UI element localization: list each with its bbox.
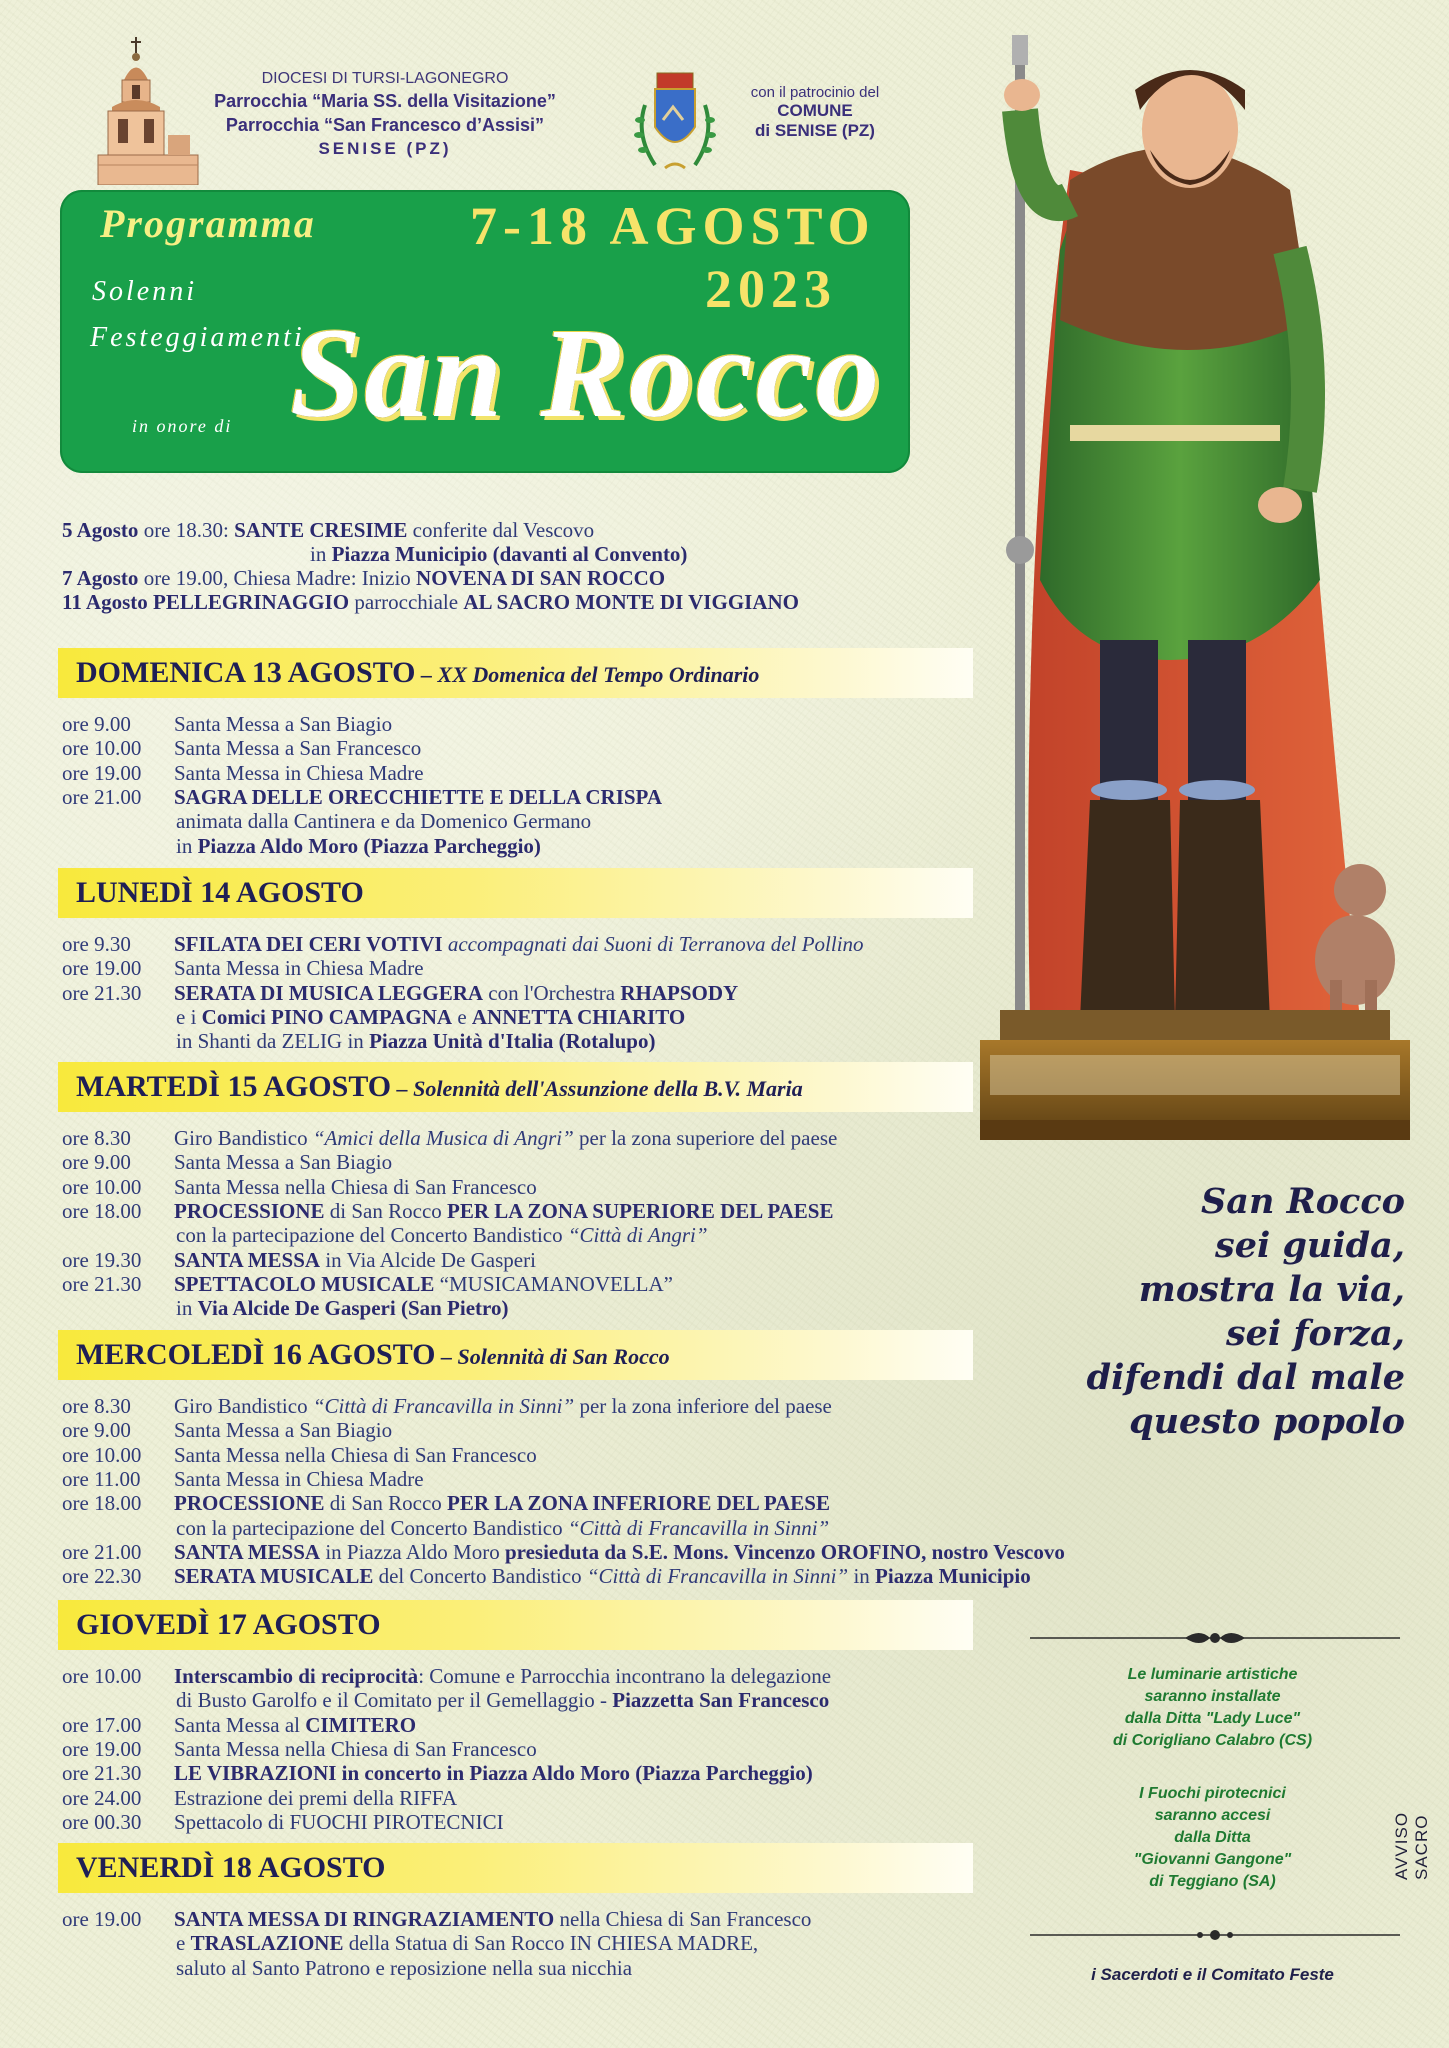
prayer-line: sei guida,	[1214, 1225, 1405, 1266]
event-line	[62, 1443, 537, 1468]
intro-text: ore 18.30:	[138, 518, 235, 542]
event-time: ore 10.00	[62, 1442, 142, 1467]
event-text: Estrazione dei premi della RIFFA	[174, 1785, 458, 1810]
event-highlight: SAGRA DELLE ORECCHIETTE E DELLA CRISPA	[174, 784, 662, 809]
patronage-block	[735, 84, 895, 141]
event-time: ore 19.00	[62, 956, 142, 981]
fireworks-credit	[1040, 1783, 1385, 1893]
event-text: : Comune e Parrocchia incontrano la delegazione	[418, 1664, 832, 1688]
event-line	[62, 1761, 813, 1786]
event-text: Spettacolo di FUOCHI PIROTECNICI	[174, 1809, 504, 1834]
event-line	[62, 956, 424, 981]
event-time: ore 10.00	[62, 736, 142, 761]
day-title	[76, 1070, 803, 1104]
event-text: Santa Messa a San Biagio	[174, 1150, 393, 1175]
event-italic: “Città di Francavilla in Sinni”	[312, 1394, 575, 1418]
intro-text: ore 19.00, Chiesa Madre: Inizio	[138, 566, 417, 590]
day-header	[58, 1062, 973, 1112]
event-line	[62, 736, 421, 761]
event-highlight: Piazza Unità d'Italia (Rotalupo)	[369, 1029, 656, 1054]
intro-text: parrocchiale	[349, 590, 464, 614]
san-rocco-statue-image	[960, 20, 1430, 1160]
event-text: Santa Messa al	[174, 1712, 306, 1737]
event-line	[62, 1491, 830, 1516]
event-text: Santa Messa a San Biagio	[174, 1418, 393, 1443]
event-text: nella Chiesa di San Francesco	[554, 1907, 812, 1931]
event-text: Santa Messa nella Chiesa di San Francesco	[174, 1174, 537, 1199]
credit-line: I Fuochi pirotecnici	[1139, 1785, 1286, 1802]
intro-line-4	[62, 590, 799, 615]
lights-credit	[1040, 1664, 1385, 1752]
parish-visitazione: Parrocchia “Maria SS. della Visitazione”	[214, 91, 556, 111]
avviso-sacro-label: AVVISO SACRO	[1392, 1811, 1431, 1880]
event-line	[64, 1931, 758, 1956]
event-italic: “Città di Francavilla in Sinni”	[567, 1515, 830, 1540]
prayer-line: difendi dal male	[1086, 1357, 1405, 1398]
coat-of-arms-logo	[625, 65, 725, 180]
event-time: ore 9.00	[62, 712, 131, 736]
event-text: animata dalla Cantinera e da Domenico Germano	[176, 809, 592, 834]
day-title	[76, 1851, 386, 1885]
intro-highlight: Piazza Municipio (davanti al Convento)	[331, 542, 688, 566]
parish-san-francesco: Parrocchia “San Francesco d’Assisi”	[225, 115, 545, 135]
event-highlight: PROCESSIONE	[174, 1491, 325, 1516]
credit-line: saranno accesi	[1154, 1807, 1271, 1824]
event-line	[62, 712, 392, 737]
event-highlight: PER LA ZONA SUPERIORE DEL PAESE	[447, 1198, 834, 1223]
event-time: ore 21.00	[62, 1539, 142, 1564]
event-text: del Concerto Bandistico	[373, 1564, 587, 1589]
prayer-line: San Rocco	[1201, 1181, 1405, 1222]
intro-line-2	[310, 542, 687, 567]
event-time: ore 11.00	[62, 1466, 141, 1491]
event-time: ore 19.00	[62, 1736, 142, 1761]
event-line	[64, 809, 591, 834]
event-line	[62, 1737, 537, 1762]
event-line	[62, 1664, 831, 1689]
credit-line: dalla Ditta "Lady Luce"	[1124, 1710, 1301, 1727]
event-time: ore 21.30	[62, 1271, 142, 1296]
event-highlight: SERATA DI MUSICA LEGGERA	[174, 980, 484, 1005]
day-subtitle: – Solennità di San Rocco	[435, 1344, 670, 1369]
event-text: Giro Bandistico	[174, 1126, 313, 1150]
event-time: ore 21.30	[62, 980, 142, 1005]
event-time: ore 18.00	[62, 1198, 142, 1223]
event-text: e	[452, 1004, 472, 1029]
event-line	[64, 1956, 632, 1981]
credit-line: di Teggiano (SA)	[1149, 1873, 1276, 1890]
organizer-block	[170, 70, 600, 159]
event-highlight: ANNETTA CHIARITO	[471, 1004, 686, 1029]
event-line	[64, 1223, 708, 1248]
credit-line: "Giovanni Gangone"	[1133, 1851, 1292, 1868]
day-header	[58, 648, 973, 698]
event-text: per la zona superiore del paese	[573, 1126, 838, 1150]
day-header	[58, 1600, 973, 1650]
event-text: con la partecipazione del Concerto Bandistico	[176, 1223, 568, 1248]
event-line	[62, 1394, 832, 1419]
event-text: in	[176, 833, 198, 858]
saint-title: San Rocco	[290, 302, 883, 444]
event-line	[62, 1564, 1031, 1589]
event-highlight: presieduta da S.E. Mons. Vincenzo OROFINO, nostro Vescovo	[504, 1539, 1065, 1564]
event-line	[62, 1272, 673, 1297]
event-time: ore 21.30	[62, 1761, 142, 1786]
event-text: in Piazza Aldo Moro	[320, 1539, 505, 1564]
event-time: ore 18.00	[62, 1491, 142, 1516]
event-italic: “Città di Angri”	[567, 1223, 708, 1248]
diocese-name: DIOCESI DI TURSI-LAGONEGRO	[261, 70, 509, 87]
event-line	[64, 1029, 655, 1054]
event-time: ore 17.00	[62, 1712, 142, 1737]
event-text: di San Rocco	[324, 1491, 448, 1516]
event-text: di Busto Garolfo e il Comitato per il Gemellaggio -	[176, 1688, 613, 1713]
patronage-label: con il patrocinio del	[750, 84, 880, 101]
day-name: VENERDÌ 18 AGOSTO	[76, 1851, 386, 1884]
event-line	[62, 1810, 504, 1835]
event-text: in	[176, 1296, 198, 1321]
day-name: DOMENICA 13 AGOSTO	[76, 656, 416, 689]
event-time: ore 19.00	[62, 760, 142, 785]
day-name: GIOVEDÌ 17 AGOSTO	[76, 1608, 381, 1641]
event-text: “MUSICAMANOVELLA”	[434, 1271, 673, 1296]
event-line	[62, 761, 424, 786]
event-text: Santa Messa a San Francesco	[174, 736, 422, 761]
intro-date: 7 Agosto	[62, 566, 139, 590]
town-name: SENISE (PZ)	[318, 139, 452, 158]
event-line	[62, 1175, 537, 1200]
event-time: ore 8.30	[62, 1394, 131, 1418]
prayer-line: sei forza,	[1225, 1313, 1405, 1354]
event-text: della Statua di San Rocco IN CHIESA MADRE,	[343, 1931, 759, 1956]
event-line	[62, 785, 662, 810]
event-text: Giro Bandistico	[174, 1394, 313, 1418]
event-highlight: SANTA MESSA	[174, 1539, 321, 1564]
event-line	[62, 1418, 392, 1443]
event-time: ore 10.00	[62, 1174, 142, 1199]
event-text: Santa Messa nella Chiesa di San Francesco	[174, 1442, 537, 1467]
event-line	[62, 1907, 811, 1932]
event-text: in Shanti da ZELIG in	[176, 1029, 370, 1054]
event-text: Santa Messa nella Chiesa di San Francesco	[174, 1736, 537, 1761]
intro-line-3	[62, 566, 665, 591]
intro-text: in	[310, 542, 332, 566]
ornament-divider-bottom	[1030, 1925, 1400, 1945]
event-highlight: SFILATA DEI CERI VOTIVI	[174, 932, 443, 956]
event-time: ore 9.00	[62, 1150, 131, 1175]
event-time: ore 21.00	[62, 784, 142, 809]
credit-line: dalla Ditta	[1174, 1829, 1251, 1846]
comune-label: COMUNE	[777, 101, 853, 120]
prayer-line: mostra la via,	[1138, 1269, 1405, 1310]
event-line	[62, 932, 864, 957]
event-highlight: SANTA MESSA DI RINGRAZIAMENTO	[174, 1907, 555, 1931]
event-highlight: SANTA MESSA	[174, 1247, 321, 1272]
event-line	[64, 1005, 685, 1030]
credit-line: Le luminarie artistiche	[1127, 1666, 1298, 1683]
event-time: ore 9.30	[62, 932, 131, 956]
event-text: di San Rocco	[324, 1198, 448, 1223]
day-name: MARTEDÌ 15 AGOSTO	[76, 1070, 392, 1103]
event-highlight: PER LA ZONA INFERIORE DEL PAESE	[447, 1491, 830, 1516]
event-dates: 7-18 AGOSTO	[470, 196, 876, 256]
event-line	[62, 1713, 416, 1738]
event-highlight: RHAPSODY	[620, 980, 739, 1005]
day-title	[76, 656, 759, 690]
event-text: Santa Messa a San Biagio	[174, 712, 393, 736]
event-italic: “Amici della Musica di Angri”	[312, 1126, 574, 1150]
event-line	[62, 1150, 392, 1175]
event-text: e i	[176, 1004, 202, 1029]
event-line	[64, 1516, 829, 1541]
event-highlight: Piazza Municipio	[875, 1564, 1031, 1589]
intro-date: 11 Agosto	[62, 590, 148, 614]
intro-highlight: SANTE CRESIME	[234, 518, 408, 542]
event-line	[62, 1248, 536, 1273]
festeggiamenti-label: Festeggiamenti	[90, 322, 305, 353]
event-highlight: LE VIBRAZIONI in concerto in Piazza Aldo Moro (Piazza Parcheggio)	[174, 1761, 813, 1786]
comune-town: di SENISE (PZ)	[755, 121, 875, 140]
prayer-text	[1020, 1180, 1405, 1444]
event-line	[62, 1540, 1065, 1565]
event-line	[62, 1467, 424, 1492]
event-highlight: CIMITERO	[305, 1712, 417, 1737]
event-text: Santa Messa in Chiesa Madre	[174, 1466, 424, 1491]
event-highlight: Via Alcide De Gasperi (San Pietro)	[197, 1296, 509, 1321]
event-line	[64, 1296, 508, 1321]
intro-highlight: PELLEGRINAGGIO	[153, 590, 350, 614]
prayer-line: questo popolo	[1129, 1401, 1405, 1442]
day-subtitle: – Solennità dell'Assunzione della B.V. Maria	[391, 1076, 803, 1101]
event-text: Santa Messa in Chiesa Madre	[174, 956, 424, 981]
intro-text: conferite dal Vescovo	[407, 518, 595, 542]
event-highlight: SERATA MUSICALE	[174, 1564, 374, 1589]
event-time: ore 22.30	[62, 1564, 142, 1589]
event-highlight: Interscambio di reciprocità	[174, 1664, 419, 1688]
event-line	[64, 834, 541, 859]
event-highlight: Piazza Aldo Moro (Piazza Parcheggio)	[197, 833, 541, 858]
event-text: saluto al Santo Patrono e reposizione nella sua nicchia	[176, 1955, 633, 1980]
day-header	[58, 868, 973, 918]
credit-line: di Corigliano Calabro (CS)	[1112, 1732, 1313, 1749]
event-line	[62, 1199, 833, 1224]
event-highlight: SPETTACOLO MUSICALE	[174, 1271, 435, 1296]
event-time: ore 19.30	[62, 1247, 142, 1272]
day-title	[76, 876, 364, 910]
event-line	[64, 1688, 829, 1713]
event-line	[62, 1786, 457, 1811]
event-highlight: Comici PINO CAMPAGNA	[201, 1004, 453, 1029]
event-text: e	[176, 1931, 191, 1956]
credit-line: saranno installate	[1144, 1688, 1281, 1705]
event-text: in	[848, 1564, 876, 1589]
event-time: ore 10.00	[62, 1664, 142, 1688]
event-time: ore 9.00	[62, 1418, 131, 1443]
intro-highlight: AL SACRO MONTE DI VIGGIANO	[463, 590, 799, 614]
programma-label: Programma	[100, 201, 316, 246]
event-text: in Via Alcide De Gasperi	[320, 1247, 536, 1272]
intro-highlight: NOVENA DI SAN ROCCO	[416, 566, 666, 590]
event-text: con la partecipazione del Concerto Bandistico	[176, 1515, 568, 1540]
day-name: MERCOLEDÌ 16 AGOSTO	[76, 1338, 436, 1371]
day-subtitle: – XX Domenica del Tempo Ordinario	[415, 662, 760, 687]
day-title	[76, 1338, 670, 1372]
event-italic: “Città di Francavilla in Sinni”	[586, 1564, 849, 1589]
event-time: ore 19.00	[62, 1907, 142, 1931]
solenni-label: Solenni	[92, 276, 197, 307]
day-header	[58, 1843, 973, 1893]
intro-line-1	[62, 518, 594, 543]
event-highlight: PROCESSIONE	[174, 1198, 325, 1223]
event-text: Santa Messa in Chiesa Madre	[174, 760, 424, 785]
signature-line: i Sacerdoti e il Comitato Feste	[1091, 1965, 1334, 1984]
event-highlight: TRASLAZIONE	[190, 1931, 344, 1956]
event-year: 2023	[705, 259, 837, 319]
day-header	[58, 1330, 973, 1380]
event-highlight: Piazzetta San Francesco	[612, 1688, 830, 1713]
event-time: ore 24.00	[62, 1785, 142, 1810]
day-name: LUNEDÌ 14 AGOSTO	[76, 876, 364, 909]
day-title	[76, 1608, 381, 1642]
event-italic: accompagnati dai Suoni di Terranova del Pollino	[442, 932, 864, 956]
event-text: per la zona inferiore del paese	[574, 1394, 832, 1418]
event-line	[62, 1126, 837, 1151]
event-time: ore 8.30	[62, 1126, 131, 1150]
event-time: ore 00.30	[62, 1809, 142, 1834]
in-onore-label: in onore di	[132, 416, 233, 436]
event-line	[62, 981, 738, 1006]
intro-date: 5 Agosto	[62, 518, 139, 542]
ornament-divider-top	[1030, 1628, 1400, 1648]
event-text: con l'Orchestra	[483, 980, 621, 1005]
